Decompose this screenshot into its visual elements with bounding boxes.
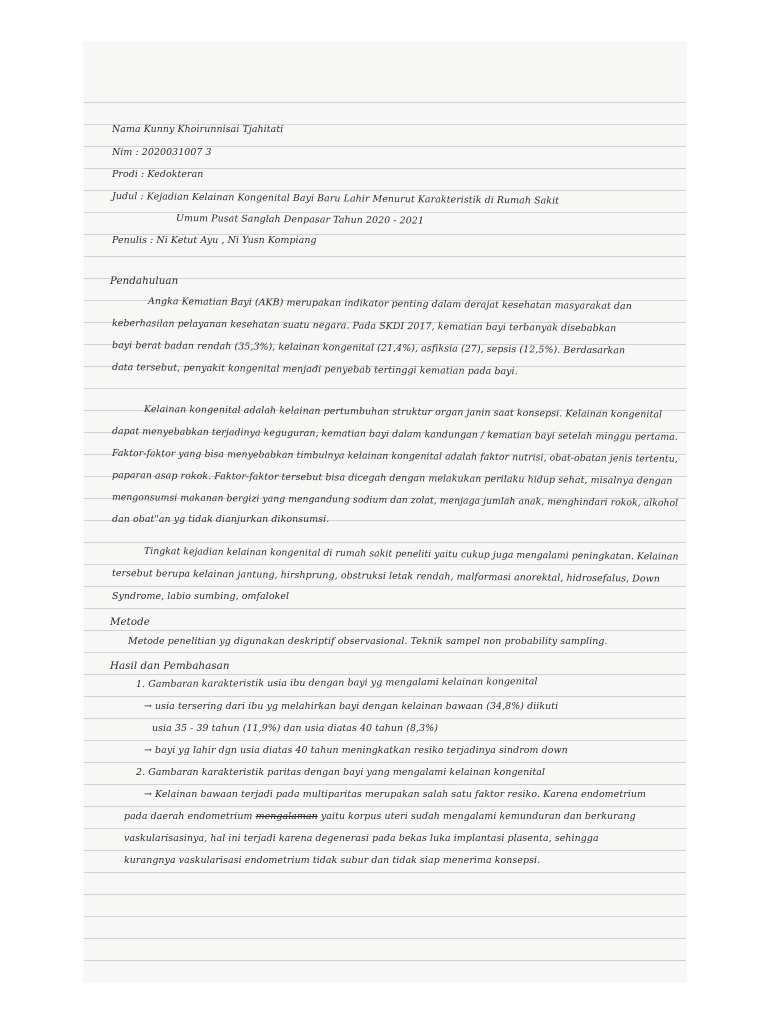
ruled-line xyxy=(84,784,686,785)
list-item: → usia tersering dari ibu yg melahirkan bayi dengan kelainan bawaan (34,8%) diikuti xyxy=(144,701,559,712)
list-item: 1. Gambaran karakteristik usia ibu dengan bayi yg mengalami kelainan kongenital xyxy=(135,676,538,690)
ruled-line xyxy=(84,586,686,587)
paragraph-line: keberhasilan pelayanan kesehatan suatu negara. Pada SKDI 2017, kematian bayi terbanyak disebabkan xyxy=(111,318,617,335)
ruled-line xyxy=(84,608,686,609)
ruled-line xyxy=(84,960,686,961)
ruled-line xyxy=(84,850,686,851)
header-nim: Nim : 2020031007 3 xyxy=(112,147,212,158)
notebook-page xyxy=(84,42,686,982)
paragraph-line: dapat menyebabkan terjadinya keguguran, kematian bayi dalam kandungan / kematian bayi setelah minggu pertama. xyxy=(111,426,679,443)
ruled-line xyxy=(84,828,686,829)
header-penulis: Penulis : Ni Ketut Ayu , Ni Yusn Kompiang xyxy=(112,235,317,246)
ruled-line xyxy=(84,212,686,213)
paragraph-line: paparan asap rokok. Faktor-faktor tersebut bisa dicegah dengan melakukan perilaku hidup sehat, misalnya dengan xyxy=(111,470,673,487)
paragraph-line: tersebut berupa kelainan jantung, hirshprung, obstruksi letak rendah, malformasi anorektal, hidrosefalus, Down xyxy=(111,568,660,585)
list-item xyxy=(124,811,636,822)
ruled-line xyxy=(84,564,686,565)
list-item: usia 35 - 39 tahun (11,9%) dan usia diatas 40 tahun (8,3%) xyxy=(152,723,438,734)
header-judul-line2: Umum Pusat Sanglah Denpasar Tahun 2020 - 2021 xyxy=(175,213,425,227)
ruled-line xyxy=(84,938,686,939)
ruled-line xyxy=(84,542,686,543)
text-segment: yaitu korpus uteri sudah mengalami kemunduran dan berkurang xyxy=(320,811,636,822)
ruled-line xyxy=(84,696,686,697)
header-judul-line1: Judul : Kejadian Kelainan Kongenital Bayi Baru Lahir Menurut Karakteristik di Rumah Sakit xyxy=(111,191,560,207)
ruled-line xyxy=(84,652,686,653)
ruled-line xyxy=(84,388,686,389)
text-segment: pada daerah endometrium xyxy=(124,811,253,822)
list-item: 2. Gambaran karakteristik paritas dengan bayi yang mengalami kelainan kongenital xyxy=(136,767,546,778)
ruled-line xyxy=(84,718,686,719)
ruled-line xyxy=(84,916,686,917)
ruled-line xyxy=(84,894,686,895)
ruled-line xyxy=(84,740,686,741)
ruled-line xyxy=(84,674,686,675)
section-heading-hasil: Hasil dan Pembahasan xyxy=(110,661,230,672)
paragraph-line: Syndrome, labio sumbing, omfalokel xyxy=(112,591,290,602)
ruled-line xyxy=(84,762,686,763)
ruled-line xyxy=(84,630,686,631)
paragraph-line: dan obat"an yg tidak dianjurkan dikonsumsi. xyxy=(112,514,330,525)
paragraph-line: Faktor-faktor yang bisa menyebabkan timbulnya kelainan kongenital adalah faktor nutrisi, obat-obatan jenis tertentu, xyxy=(111,448,678,465)
section-heading-pendahuluan: Pendahuluan xyxy=(110,276,179,287)
list-item: → bayi yg lahir dgn usia diatas 40 tahun meningkatkan resiko terjadinya sindrom down xyxy=(144,745,568,756)
ruled-line xyxy=(84,806,686,807)
paragraph-line: data tersebut, penyakit kongenital menjadi penyebab tertinggi kematian pada bayi. xyxy=(111,362,518,378)
paragraph-line: Tingkat kejadian kelainan kongenital di rumah sakit peneliti yaitu cukup juga mengalami peningkatan. Kelainan xyxy=(143,546,679,563)
struck-word: mengalaman xyxy=(255,811,318,822)
paragraph-line: Metode penelitian yg digunakan deskriptif observasional. Teknik sampel non probability sampling. xyxy=(128,636,608,647)
ruled-line xyxy=(84,102,686,103)
paragraph-line: bayi berat badan rendah (35,3%), kelainan kongenital (21,4%), asfiksia (27), sepsis (12,5%). Berdasarkan xyxy=(111,340,626,357)
section-heading-metode: Metode xyxy=(110,617,150,628)
ruled-line xyxy=(84,872,686,873)
paragraph-line: Angka Kematian Bayi (AKB) merupakan indikator penting dalam derajat kesehatan masyarakat dan xyxy=(147,296,632,313)
ruled-line xyxy=(84,256,686,257)
paragraph-line: Kelainan kongenital adalah kelainan pertumbuhan struktur organ janin saat konsepsi. Kelainan kongenital xyxy=(143,404,663,421)
list-item: vaskularisasinya, hal ini terjadi karena degenerasi pada bekas luka implantasi plasenta, sehingga xyxy=(124,833,599,844)
list-item: kurangnya vaskularisasi endometrium tidak subur dan tidak siap menerima konsepsi. xyxy=(124,855,541,866)
paragraph-line: mengonsumsi makanan bergizi yang mengandung sodium dan zolat, menjaga jumlah anak, menghindari rokok, alkohol xyxy=(111,492,679,509)
header-prodi: Prodi : Kedokteran xyxy=(112,169,204,180)
header-name: Nama Kunny Khoirunnisai Tjahitati xyxy=(112,124,284,135)
list-item: → Kelainan bawaan terjadi pada multiparitas merupakan salah satu faktor resiko. Karena endometrium xyxy=(144,789,646,800)
